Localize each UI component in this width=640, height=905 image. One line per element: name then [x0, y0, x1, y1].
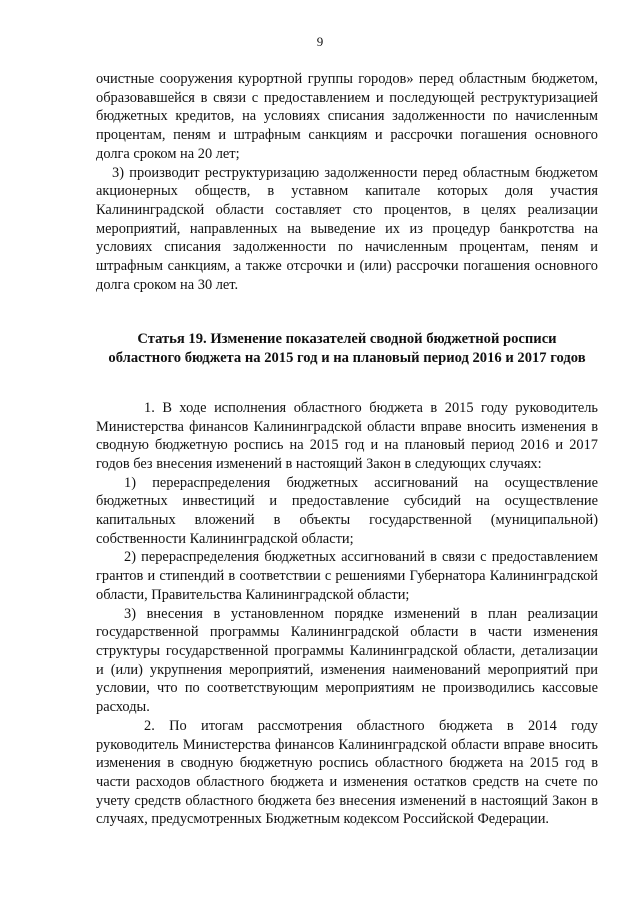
document-body	[96, 70, 598, 829]
article-19-title	[96, 330, 598, 367]
page-number: 9	[316, 34, 324, 49]
paragraph-subitem-3: 3) внесения в установленном порядке изменений в план реализации государственной программы Калининградской области в части изменения структуры государственной программы Калининградской области, детализации и (или) укрупнения мероприятий, изменения наименований мероприятий при условии, что по соответствующим мероприятиям не производились кассовые расходы.	[96, 605, 598, 716]
paragraph-continuation: очистные сооружения курортной группы городов» перед областным бюджетом, образовавшейся в связи с предоставлением и последующей реструктуризацией бюджетных кредитов, на условиях списания задолженности по начисленным процентам, пеням и штрафным санкциям и рассрочки погашения основного долга сроком на 20 лет;	[96, 71, 598, 162]
paragraph-subitem-2: 2) перераспределения бюджетных ассигнований в связи с предоставлением грантов и стипендий в соответствии с решениями Губернатора Калининградской области, Правительства Калининградской области;	[96, 549, 598, 603]
paragraph-part-2: 2. По итогам рассмотрения областного бюджета в 2014 году руководитель Министерства финансов Калининградской области вправе вносить изменения в сводную бюджетную роспись областного бюджета на 2015 год в части расходов областного бюджета и изменения остатков средств на счете по учету средств областного бюджета без внесения изменений в настоящий Закон в случаях, предусмотренных Бюджетным кодексом Российской Федерации.	[96, 717, 598, 828]
article-title-line-1: Статья 19. Изменение показателей сводной бюджетной росписи	[137, 331, 557, 348]
article-title-line-2: областного бюджета на 2015 год и на плановый период 2016 и 2017 годов	[108, 350, 586, 367]
paragraph-item-3: 3) производит реструктуризацию задолженности перед областным бюджетом акционерных обществ, в уставном капитале которых доля участия Калининградской области составляет сто процентов, в целях реализации мероприятий, направленных на выведение их из процедур банкротства на условиях списания задолженности по начисленным процентам, пеням и штрафным санкциям, а также отсрочки и (или) рассрочки погашения основного долга сроком на 30 лет.	[96, 164, 598, 293]
paragraph-part-1: 1. В ходе исполнения областного бюджета в 2015 году руководитель Министерства финансов Калининградской области вправе вносить изменения в сводную бюджетную роспись на 2015 год и на плановый период 2016 и 2017 годов без внесения изменений в настоящий Закон в следующих случаях:	[96, 399, 598, 472]
paragraph-subitem-1: 1) перераспределения бюджетных ассигнований на осуществление бюджетных инвестиций и предоставление субсидий на осуществление капитальных вложений в объекты государственной (муниципальной) собственности Калининградской области;	[96, 474, 598, 547]
